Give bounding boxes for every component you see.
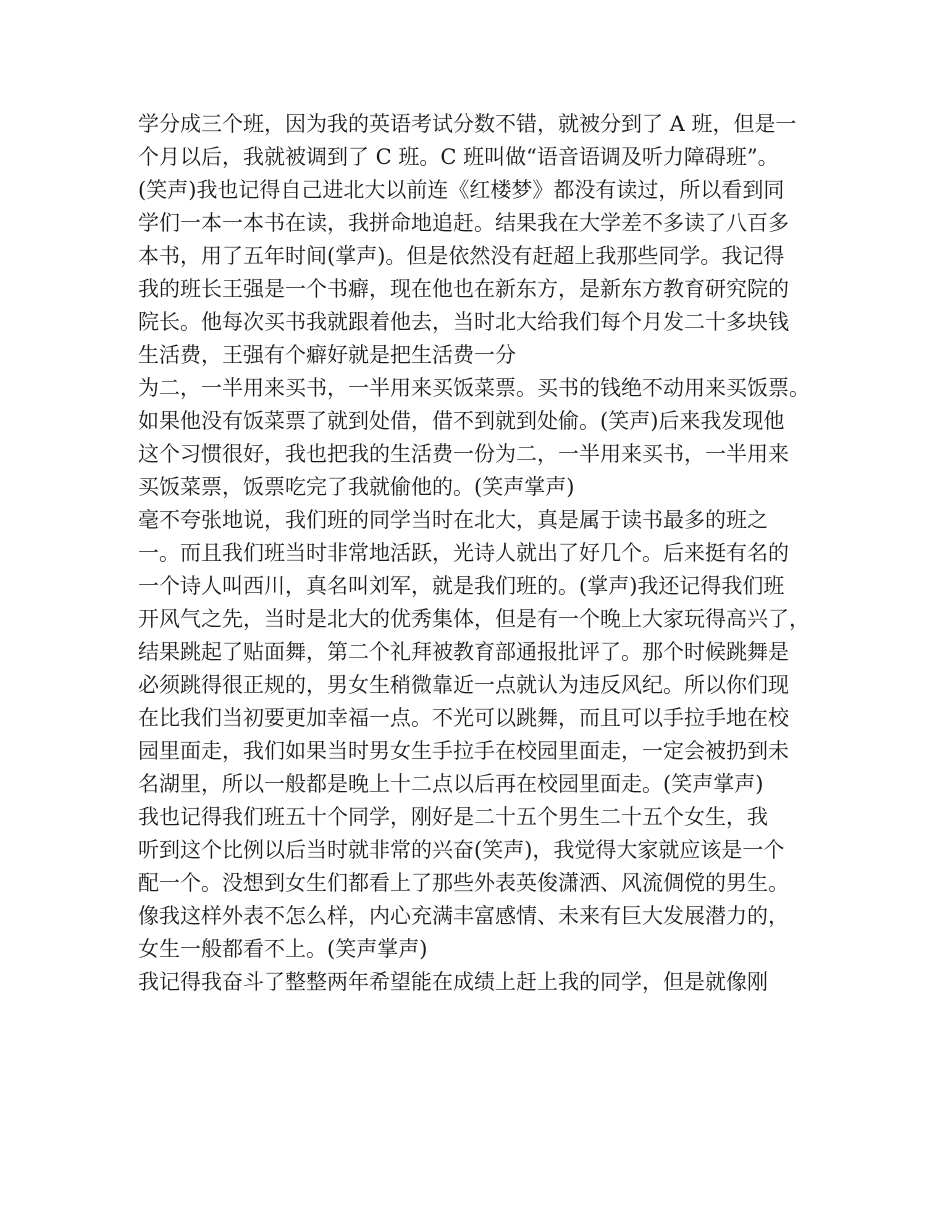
text-line: 毫不夸张地说，我们班的同学当时在北大，真是属于读书最多的班之 [138,508,768,532]
text-line: 名湖里，所以一般都是晚上十二点以后再在校园里面走。(笑声掌声) [138,772,764,796]
body-text [138,108,828,999]
text-line: 我记得我奋斗了整整两年希望能在成绩上赶上我的同学，但是就像刚 [138,970,768,994]
text-line: 我的班长王强是一个书癖，现在他也在新东方，是新东方教育研究院的 [138,277,789,301]
text-line: 学们一本一本书在读，我拼命地追赶。结果我在大学差不多读了八百多 [138,211,789,235]
text-line: 在比我们当初要更加幸福一点。不光可以跳舞，而且可以手拉手地在校 [138,706,789,730]
text-line: 一个诗人叫西川，真名叫刘军，就是我们班的。(掌声)我还记得我们班 [138,574,785,598]
text-line: 一。而且我们班当时非常地活跃，光诗人就出了好几个。后来挺有名的 [138,541,789,565]
text-line: 配一个。没想到女生们都看上了那些外表英俊潇洒、风流倜傥的男生。 [138,871,789,895]
text-line: 园里面走，我们如果当时男女生手拉手在校园里面走，一定会被扔到未 [138,739,789,763]
text-line: 个月以后，我就被调到了 C 班。C 班叫做“语音语调及听力障碍班”。 [138,145,779,169]
text-line: 院长。他每次买书我就跟着他去，当时北大给我们每个月发二十多块钱 [138,310,789,334]
text-line: 如果他没有饭菜票了就到处借，借不到就到处偷。(笑声)后来我发现他 [138,409,785,433]
text-line: 买饭菜票，饭票吃完了我就偷他的。(笑声掌声) [138,475,575,499]
text-line: 听到这个比例以后当时就非常的兴奋(笑声)，我觉得大家就应该是一个 [138,838,785,862]
text-line: 结果跳起了贴面舞，第二个礼拜被教育部通报批评了。那个时候跳舞是 [138,640,789,664]
text-line: 生活费，王强有个癖好就是把生活费一分 [138,343,516,367]
text-line: 学分成三个班，因为我的英语考试分数不错，就被分到了 A 班，但是一 [138,112,797,136]
text-line: 开风气之先，当时是北大的优秀集体，但是有一个晚上大家玩得高兴了， [138,607,810,631]
text-line: 本书，用了五年时间(掌声)。但是依然没有赶超上我那些同学。我记得 [138,244,785,268]
text-line: 为二，一半用来买书，一半用来买饭菜票。买书的钱绝不动用来买饭票。 [138,376,810,400]
text-line: 像我这样外表不怎么样，内心充满丰富感情、未来有巨大发展潜力的， [138,904,789,928]
text-line: 女生一般都看不上。(笑声掌声) [138,937,428,961]
text-line: 我也记得我们班五十个同学，刚好是二十五个男生二十五个女生，我 [138,805,768,829]
text-line: 这个习惯很好，我也把我的生活费一份为二，一半用来买书，一半用来 [138,442,789,466]
text-line: 必须跳得很正规的，男女生稍微靠近一点就认为违反风纪。所以你们现 [138,673,789,697]
text-line: (笑声)我也记得自己进北大以前连《红楼梦》都没有读过，所以看到同 [138,178,785,202]
